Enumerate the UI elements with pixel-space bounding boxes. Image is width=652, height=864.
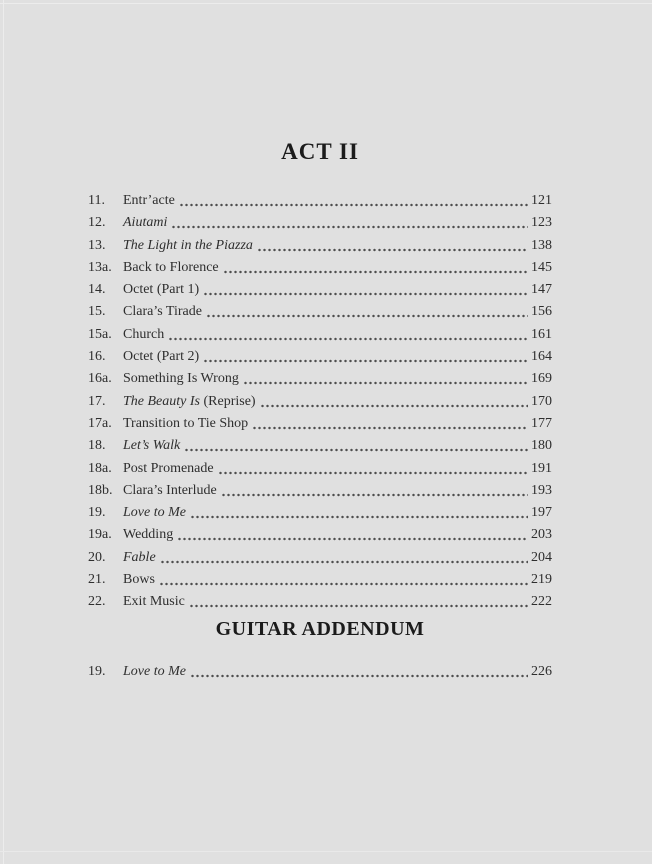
dot-leader — [179, 190, 528, 212]
entry-number: 12. — [88, 215, 106, 231]
entry-number: 15a. — [88, 326, 112, 342]
entry-number: 15. — [88, 304, 106, 320]
entry-title: Clara’s Tirade — [123, 304, 202, 320]
toc-entry — [88, 502, 552, 524]
entry-page-number: 193 — [531, 482, 552, 498]
toc-entry — [88, 458, 552, 480]
entry-page-number: 180 — [531, 438, 552, 454]
entry-title: Octet (Part 1) — [123, 282, 200, 298]
entry-number: 19. — [88, 505, 106, 521]
toc-entry — [88, 190, 552, 212]
entry-title: Wedding — [123, 527, 174, 543]
entry-number: 19. — [88, 663, 106, 679]
entry-page-number: 138 — [531, 237, 552, 253]
toc-entry — [88, 324, 552, 346]
dot-leader — [189, 591, 528, 613]
entry-number: 18b. — [88, 482, 113, 498]
dot-leader — [257, 235, 528, 257]
entry-title: Love to Me — [123, 663, 186, 679]
toc-entry — [88, 661, 552, 683]
dot-leader — [203, 346, 528, 368]
dot-leader — [223, 257, 528, 279]
dot-leader — [252, 413, 528, 435]
dot-leader — [168, 324, 528, 346]
toc-entry — [88, 547, 552, 569]
entry-page-number: 191 — [531, 460, 552, 476]
entry-page-number: 156 — [531, 304, 552, 320]
entry-number: 16a. — [88, 371, 112, 387]
entry-number: 18a. — [88, 460, 112, 476]
toc-entry — [88, 301, 552, 323]
entry-number: 19a. — [88, 527, 112, 543]
entry-number: 20. — [88, 549, 106, 565]
toc-entry — [88, 569, 552, 591]
dot-leader — [171, 212, 528, 234]
scan-edge-bottom — [0, 851, 652, 852]
entry-title: The Light in the Piazza — [123, 237, 253, 253]
dot-leader — [177, 524, 528, 546]
entry-title: Octet (Part 2) — [123, 349, 200, 365]
toc-entry — [88, 391, 552, 413]
entry-number: 18. — [88, 438, 106, 454]
entry-page-number: 226 — [531, 663, 552, 679]
entry-page-number: 204 — [531, 549, 552, 565]
dot-leader — [221, 480, 528, 502]
entry-number: 16. — [88, 349, 106, 365]
entry-title: Aiutami — [123, 215, 168, 231]
entry-page-number: 203 — [531, 527, 552, 543]
dot-leader — [260, 391, 528, 413]
entry-title: Something Is Wrong — [123, 371, 239, 387]
toc-entry — [88, 435, 552, 457]
entry-page-number: 222 — [531, 594, 552, 610]
toc-entry — [88, 480, 552, 502]
dot-leader — [160, 547, 528, 569]
toc-content — [88, 0, 552, 683]
entry-page-number: 219 — [531, 572, 552, 588]
entry-number: 14. — [88, 282, 106, 298]
dot-leader — [190, 502, 528, 524]
toc-entry — [88, 212, 552, 234]
entry-title: Transition to Tie Shop — [123, 415, 249, 431]
dot-leader — [218, 458, 528, 480]
entry-title: Post Promenade — [123, 460, 214, 476]
toc-entry — [88, 346, 552, 368]
dot-leader — [203, 279, 528, 301]
entry-number: 21. — [88, 572, 106, 588]
entry-title: Church — [123, 326, 165, 342]
toc-entry — [88, 279, 552, 301]
entry-title: Bows — [123, 572, 155, 588]
toc-entry — [88, 257, 552, 279]
entry-page-number: 123 — [531, 215, 552, 231]
toc-list-guitar-addendum — [88, 661, 552, 683]
entry-title: Fable — [123, 549, 156, 565]
toc-entry — [88, 235, 552, 257]
dot-leader — [159, 569, 528, 591]
toc-list-act-2 — [88, 190, 552, 614]
entry-title: Exit Music — [123, 594, 185, 610]
entry-number: 13a. — [88, 259, 112, 275]
entry-number: 13. — [88, 237, 106, 253]
toc-entry — [88, 413, 552, 435]
entry-title: Back to Florence — [123, 259, 219, 275]
toc-entry — [88, 524, 552, 546]
toc-entry — [88, 591, 552, 613]
entry-page-number: 170 — [531, 393, 552, 409]
toc-entry — [88, 368, 552, 390]
entry-number: 22. — [88, 594, 106, 610]
entry-title: The Beauty Is (Reprise) — [123, 393, 256, 409]
entry-page-number: 161 — [531, 326, 552, 342]
section-title-act-2: ACT II — [281, 139, 359, 164]
entry-page-number: 147 — [531, 282, 552, 298]
section-title-guitar-addendum: GUITAR ADDENDUM — [215, 617, 425, 640]
entry-title: Clara’s Interlude — [123, 482, 217, 498]
scan-edge-left — [3, 0, 4, 864]
entry-page-number: 145 — [531, 259, 552, 275]
entry-page-number: 121 — [531, 193, 552, 208]
entry-title: Love to Me — [123, 505, 186, 521]
entry-title: Entr’acte — [123, 193, 175, 208]
entry-page-number: 197 — [531, 505, 552, 521]
entry-title: Let’s Walk — [123, 438, 181, 454]
entry-number: 17. — [88, 393, 106, 409]
entry-number: 11. — [88, 193, 105, 208]
dot-leader — [184, 435, 528, 457]
entry-page-number: 164 — [531, 349, 552, 365]
dot-leader — [206, 301, 528, 323]
dot-leader — [243, 368, 528, 390]
entry-page-number: 169 — [531, 371, 552, 387]
dot-leader — [190, 661, 528, 683]
entry-number: 17a. — [88, 415, 112, 431]
entry-page-number: 177 — [531, 415, 552, 431]
